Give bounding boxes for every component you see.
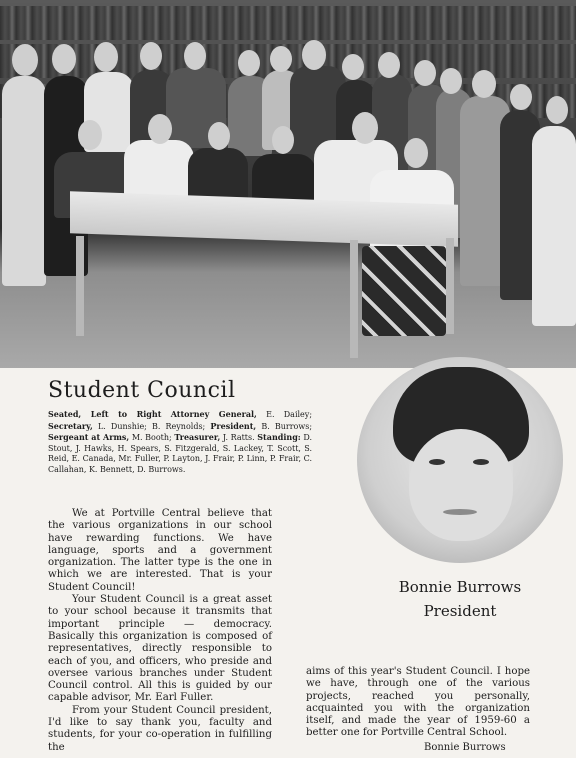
paragraph-2: Your Student Council is a great asset to your school because it transmits that important principle — democracy. Basically this organization is composed of representatives, directly responsible to each of you, and officers, who preside and oversee various branches under Student Council control. All this is guided by our capable advisor, Mr. Earl Fuller.	[48, 594, 272, 704]
portrait-title: President	[423, 602, 497, 620]
attorney-label: Attorney General,	[170, 409, 257, 419]
paragraph-4: aims of this year's Student Council. I hope we have, through one of the various projects, reached you personally, acquainted you with the organization itself, and made the year of 1959-60 a better one for Portville Central School.	[306, 666, 530, 739]
sergeant-label: Sergeant at Arms,	[48, 432, 130, 442]
treasurer-name: J. Ratts.	[222, 433, 255, 442]
attorney-name: E. Dailey;	[266, 410, 313, 419]
article-column-left	[48, 508, 272, 754]
sergeant-name: M. Booth;	[131, 433, 172, 442]
president-label: President,	[210, 420, 257, 431]
secretary-label: Secretary,	[48, 420, 93, 431]
photo-caption	[48, 409, 312, 475]
paragraph-3: From your Student Council president, I'd like to say thank you, faculty and students, for your co-operation in fulfilling the	[48, 704, 272, 753]
secretary-name: L. Dunshie; B. Reynolds;	[97, 421, 206, 431]
seated-label: Seated, Left to Right	[48, 409, 162, 419]
page-title: Student Council	[48, 378, 236, 403]
president-portrait	[357, 357, 563, 563]
signature: Bonnie Burrows	[424, 742, 506, 753]
treasurer-label: Treasurer,	[174, 432, 221, 442]
president-name: B. Burrows;	[261, 421, 313, 431]
standing-names: D. Stout, J. Hawks, H. Spears, S. Fitzgerald, S. Lackey, T. Scott, S. Reid, E. Canada, Mr. Fuller, P. Layton, J. Frair, P. Linn, P. Frair, C. Callahan, K. Bennett, D. Burrows.	[48, 433, 313, 474]
paragraph-1: We at Portville Central believe that the various organizations in our school have rewarding functions. We have language, sports and a government organization. The latter type is the one in which we are interested. That is your Student Council!	[48, 508, 272, 593]
article-column-right	[306, 666, 530, 740]
standing-label: Standing:	[257, 432, 301, 442]
portrait-name: Bonnie Burrows	[398, 578, 522, 596]
group-photo	[0, 0, 576, 368]
